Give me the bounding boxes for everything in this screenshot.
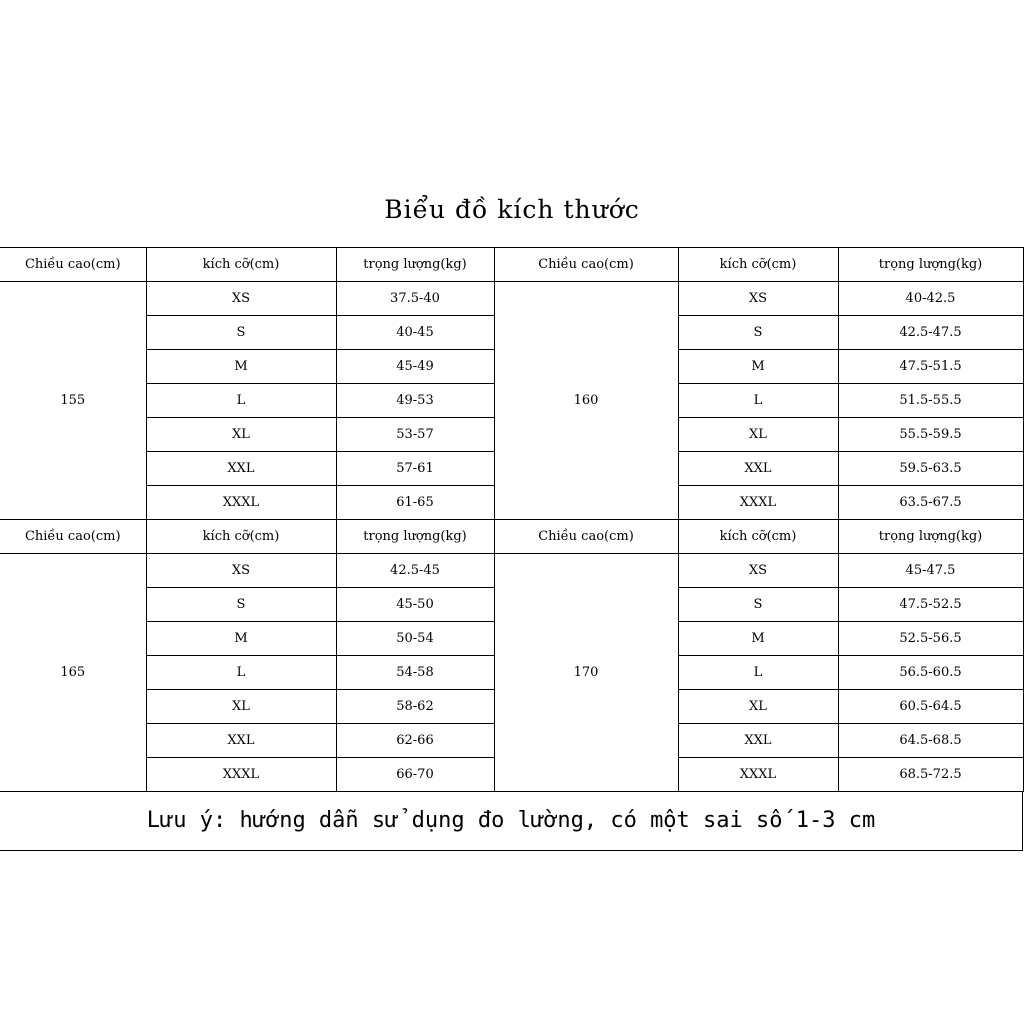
weight-value: 37.5-40 — [336, 282, 494, 316]
size-value: XXXL — [146, 758, 336, 792]
weight-value: 61-65 — [336, 486, 494, 520]
weight-value: 47.5-52.5 — [838, 588, 1023, 622]
header-weight: trọng lượng(kg) — [838, 248, 1023, 282]
table-row — [0, 282, 1023, 316]
size-value: L — [146, 384, 336, 418]
header-weight: trọng lượng(kg) — [336, 520, 494, 554]
size-value: M — [678, 350, 838, 384]
header-weight: trọng lượng(kg) — [838, 520, 1023, 554]
weight-value: 56.5-60.5 — [838, 656, 1023, 690]
weight-value: 40-45 — [336, 316, 494, 350]
chart-title: Biểu đồ kích thước — [384, 195, 640, 224]
weight-value: 66-70 — [336, 758, 494, 792]
size-value: L — [678, 656, 838, 690]
header-row — [0, 520, 1023, 554]
header-height: Chiều cao(cm) — [0, 520, 146, 554]
size-value: XL — [146, 690, 336, 724]
size-value: M — [678, 622, 838, 656]
weight-value: 42.5-47.5 — [838, 316, 1023, 350]
weight-value: 54-58 — [336, 656, 494, 690]
weight-value: 62-66 — [336, 724, 494, 758]
measurement-note: Lưu ý: hướng dẫn sử dụng đo lường, có một sai số 1-3 cm — [0, 791, 1023, 851]
weight-value: 59.5-63.5 — [838, 452, 1023, 486]
weight-value: 57-61 — [336, 452, 494, 486]
header-row — [0, 248, 1023, 282]
size-value: S — [678, 588, 838, 622]
weight-value: 55.5-59.5 — [838, 418, 1023, 452]
size-value: XXXL — [146, 486, 336, 520]
size-value: S — [146, 588, 336, 622]
weight-value: 58-62 — [336, 690, 494, 724]
size-value: L — [678, 384, 838, 418]
size-value: XXL — [146, 724, 336, 758]
header-size: kích cỡ(cm) — [146, 248, 336, 282]
weight-value: 47.5-51.5 — [838, 350, 1023, 384]
size-value: XXL — [678, 452, 838, 486]
weight-value: 42.5-45 — [336, 554, 494, 588]
weight-value: 51.5-55.5 — [838, 384, 1023, 418]
weight-value: 45-47.5 — [838, 554, 1023, 588]
header-height: Chiều cao(cm) — [0, 248, 146, 282]
size-chart-table — [0, 247, 1024, 792]
size-value: XS — [678, 282, 838, 316]
weight-value: 49-53 — [336, 384, 494, 418]
header-size: kích cỡ(cm) — [678, 248, 838, 282]
weight-value: 45-50 — [336, 588, 494, 622]
weight-value: 52.5-56.5 — [838, 622, 1023, 656]
size-value: XL — [146, 418, 336, 452]
weight-value: 40-42.5 — [838, 282, 1023, 316]
header-size: kích cỡ(cm) — [678, 520, 838, 554]
size-value: S — [678, 316, 838, 350]
weight-value: 45-49 — [336, 350, 494, 384]
size-value: XL — [678, 418, 838, 452]
weight-value: 63.5-67.5 — [838, 486, 1023, 520]
weight-value: 50-54 — [336, 622, 494, 656]
size-value: M — [146, 622, 336, 656]
header-height: Chiều cao(cm) — [494, 520, 678, 554]
size-value: XS — [146, 282, 336, 316]
size-value: XL — [678, 690, 838, 724]
size-value: XS — [678, 554, 838, 588]
size-value: XXL — [146, 452, 336, 486]
size-value: L — [146, 656, 336, 690]
height-value: 170 — [494, 554, 678, 792]
weight-value: 60.5-64.5 — [838, 690, 1023, 724]
weight-value: 64.5-68.5 — [838, 724, 1023, 758]
size-value: XXXL — [678, 758, 838, 792]
size-value: XS — [146, 554, 336, 588]
table-row — [0, 554, 1023, 588]
weight-value: 68.5-72.5 — [838, 758, 1023, 792]
header-height: Chiều cao(cm) — [494, 248, 678, 282]
size-value: M — [146, 350, 336, 384]
size-value: XXXL — [678, 486, 838, 520]
size-value: XXL — [678, 724, 838, 758]
height-value: 160 — [494, 282, 678, 520]
height-value: 155 — [0, 282, 146, 520]
header-size: kích cỡ(cm) — [146, 520, 336, 554]
size-value: S — [146, 316, 336, 350]
height-value: 165 — [0, 554, 146, 792]
weight-value: 53-57 — [336, 418, 494, 452]
header-weight: trọng lượng(kg) — [336, 248, 494, 282]
